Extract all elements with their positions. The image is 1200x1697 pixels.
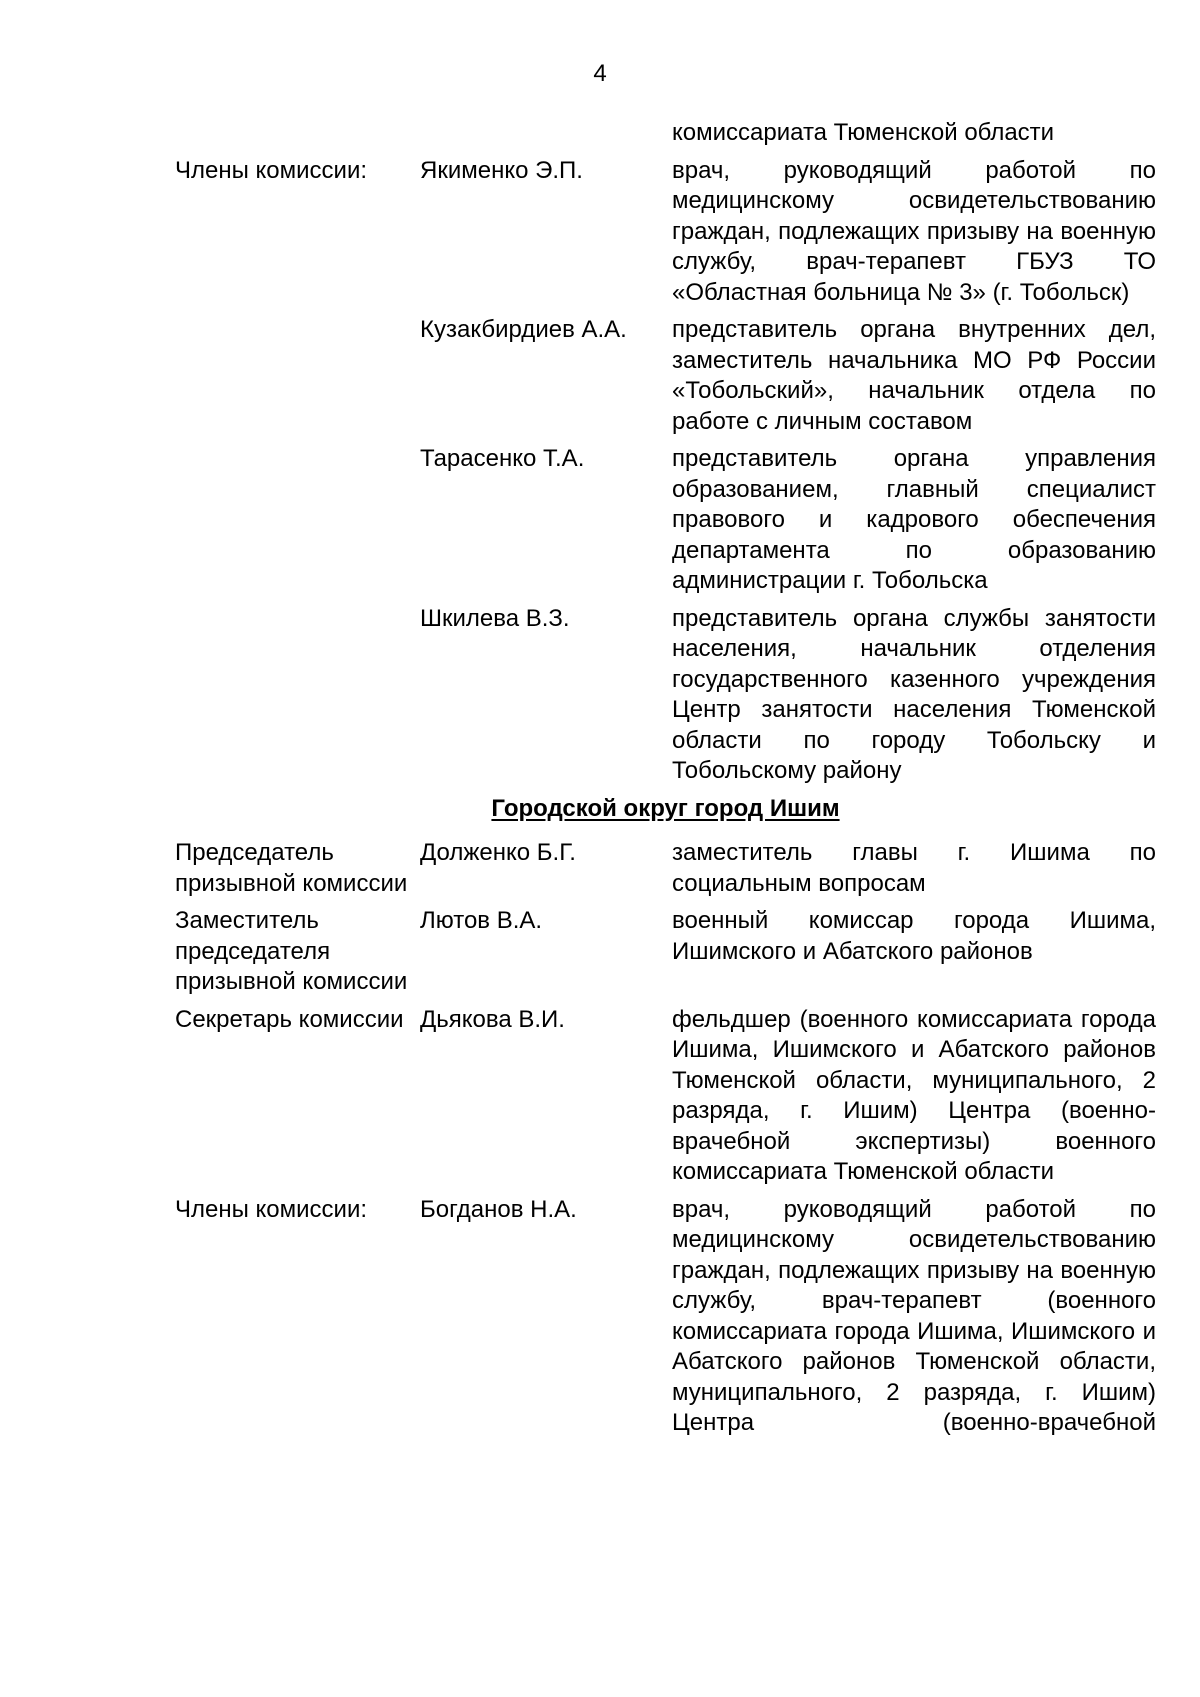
member-name: Лютов В.А. — [420, 907, 543, 934]
member-name: Тарасенко Т.А. — [420, 445, 585, 472]
member-row — [175, 1195, 1156, 1439]
member-name: Шкилева В.З. — [420, 604, 570, 632]
commission-members-top — [175, 118, 1156, 787]
member-position: фельдшер (военного комиссариата города Ишима, Ишимского и Абатского районов Тюменской области, муниципального, 2 разряда, г. Ишим) Центра (военно-врачебной экспертизы) военного комиссариата Тюменской области — [672, 1005, 1156, 1185]
member-row — [175, 444, 1156, 597]
section-heading: Городской округ город Ишим — [491, 794, 840, 822]
member-name: Якименко Э.П. — [420, 156, 583, 184]
member-position: представитель органа службы занятости населения, начальник отделения государственного казенного учреждения Центр занятости населения Тюменской области по городу Тобольску и Тобольскому району — [672, 604, 1156, 784]
member-role: Председатель призывной комиссии — [175, 839, 408, 897]
member-position: представитель органа внутренних дел, заместитель начальника МО РФ России «Тобольский», начальник отдела по работе с личным составом — [672, 316, 1156, 435]
member-position: военный комиссар города Ишима, Ишимского и Абатского районов — [672, 907, 1156, 965]
member-role: Секретарь комиссии — [175, 1005, 404, 1033]
member-row — [175, 838, 1156, 899]
member-position: представитель органа управления образованием, главный специалист правового и кадрового обеспечения департамента по образованию администрации г. Тобольска — [672, 445, 1156, 594]
member-role: Члены комиссии: — [175, 156, 368, 184]
member-row — [175, 604, 1156, 787]
member-row — [175, 118, 1156, 149]
member-row — [175, 156, 1156, 309]
member-position: врач, руководящий работой по медицинскому освидетельствованию граждан, подлежащих призыву на военную службу, врач-терапевт (военного комиссариата города Ишима, Ишимского и Абатского районов Тюменской области, муниципального, 2 разряда, г. Ишим) Центра (военно-врачебной — [672, 1195, 1156, 1436]
member-role: Члены комиссии: — [175, 1195, 368, 1223]
member-name: Кузакбирдиев А.А. — [420, 316, 627, 343]
page-number: 4 — [593, 60, 607, 87]
member-row — [175, 1005, 1156, 1188]
member-name: Дьякова В.И. — [420, 1005, 565, 1033]
member-name: Богданов Н.А. — [420, 1195, 577, 1223]
member-position: комиссариата Тюменской области — [672, 119, 1055, 146]
member-row — [175, 906, 1156, 998]
member-row — [175, 315, 1156, 437]
commission-members-ishim — [175, 838, 1156, 1439]
member-name: Долженко Б.Г. — [420, 839, 576, 866]
commission-list — [175, 118, 1156, 1446]
member-position: врач, руководящий работой по медицинскому освидетельствованию граждан, подлежащих призыву на военную службу, врач-терапевт ГБУЗ ТО «Областная больница № 3» (г. Тобольск) — [672, 156, 1156, 306]
member-position: заместитель главы г. Ишима по социальным вопросам — [672, 839, 1156, 897]
member-role: Заместитель председателя призывной комиссии — [175, 907, 408, 995]
